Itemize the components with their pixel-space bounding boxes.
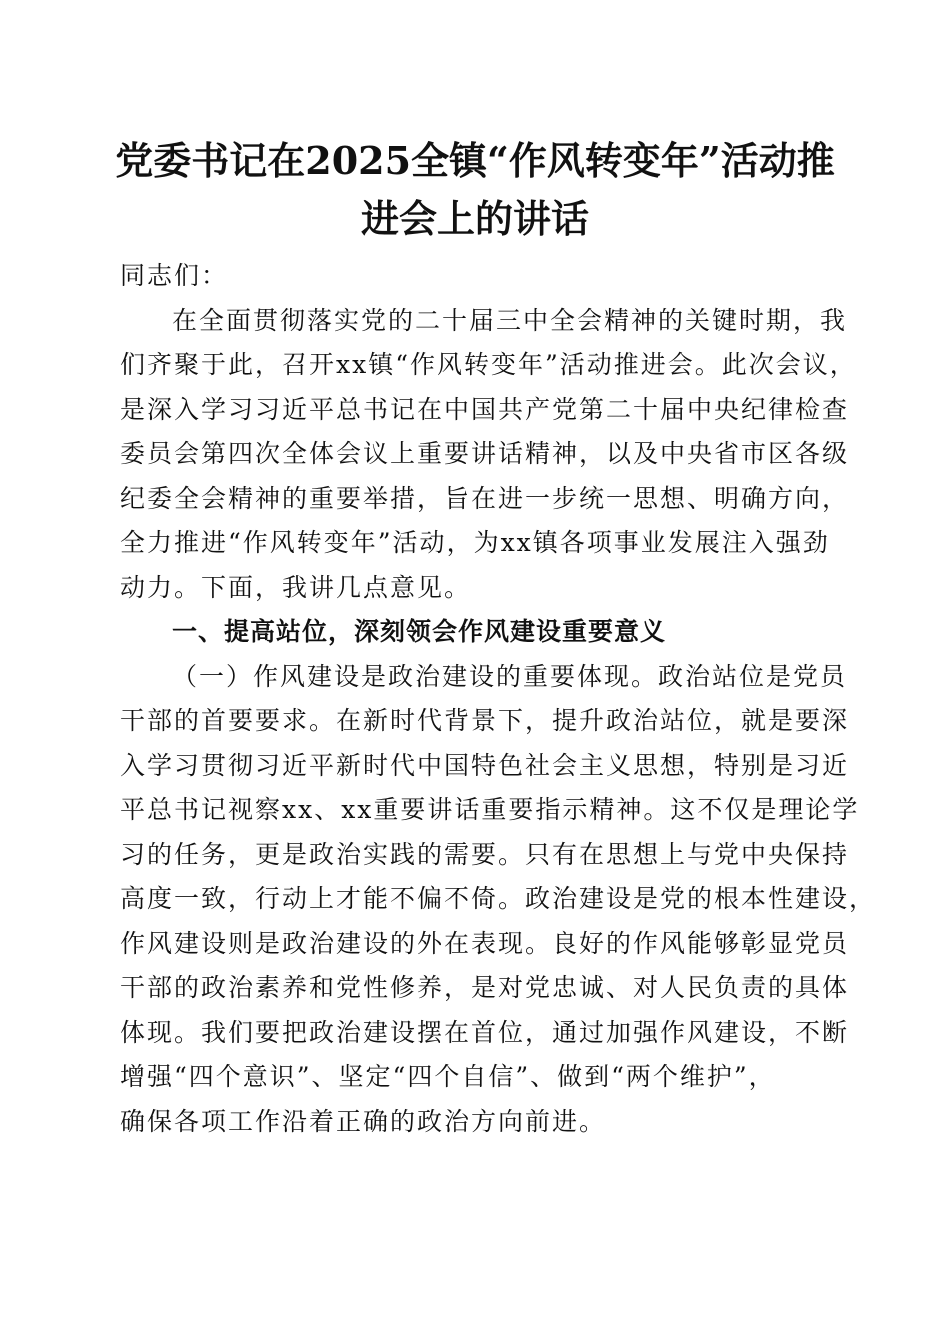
section-paragraph-line: 作风建设则是政治建设的外在表现。良好的作风能够彰显党员 [120,928,850,958]
section-paragraph-line: 干部的政治素养和党性修养，是对党忠诚、对人民负责的具体 [120,973,850,1002]
section-paragraph-line: 高度一致，行动上才能不偏不倚。政治建设是党的根本性建设， [120,884,877,913]
section-paragraph-line: 体现。我们要把政治建设摆在首位，通过加强作风建设，不断 [120,1017,850,1047]
section-paragraph-line: 增强“四个意识”、坚定“四个自信”、做到“两个维护”， [120,1062,776,1091]
section-paragraph-line: 确保各项工作沿着正确的政治方向前进。 [120,1106,607,1136]
intro-line: 全力推进“作风转变年”活动，为xx镇各项事业发展注入强劲 [120,528,830,557]
document-title [110,132,840,248]
salutation: 同志们： [120,261,229,290]
intro-line: 动力。下面，我讲几点意见。 [120,572,472,602]
section-heading: 一、提高站位，深刻领会作风建设重要意义 [172,617,667,646]
section-paragraph-line: （一）作风建设是政治建设的重要体现。政治站位是党员 [172,661,848,691]
intro-line: 委员会第四次全体会议上重要讲话精神，以及中央省市区各级 [120,439,850,468]
section-paragraph-line: 习的任务，更是政治实践的需要。只有在思想上与党中央保持 [120,839,850,869]
intro-line: 们齐聚于此，召开xx镇“作风转变年”活动推进会。此次会议， [120,350,857,379]
section-paragraph-line: 干部的首要要求。在新时代背景下，提升政治站位，就是要深 [120,706,850,735]
section-paragraph-line: 平总书记视察xx、xx重要讲话重要指示精神。这不仅是理论学 [120,795,860,824]
document-body [120,254,877,1144]
intro-line: 在全面贯彻落实党的二十届三中全会精神的关键时期，我 [172,305,848,335]
intro-line: 是深入学习习近平总书记在中国共产党第二十届中央纪律检查 [120,394,850,424]
section-paragraph-line: 入学习贯彻习近平新时代中国特色社会主义思想，特别是习近 [120,750,850,780]
intro-line: 纪委全会精神的重要举措，旨在进一步统一思想、明确方向， [120,483,850,513]
title-line-1: 党委书记在2025全镇“作风转变年”活动推 [115,138,835,183]
title-line-2: 进会上的讲话 [360,196,589,241]
